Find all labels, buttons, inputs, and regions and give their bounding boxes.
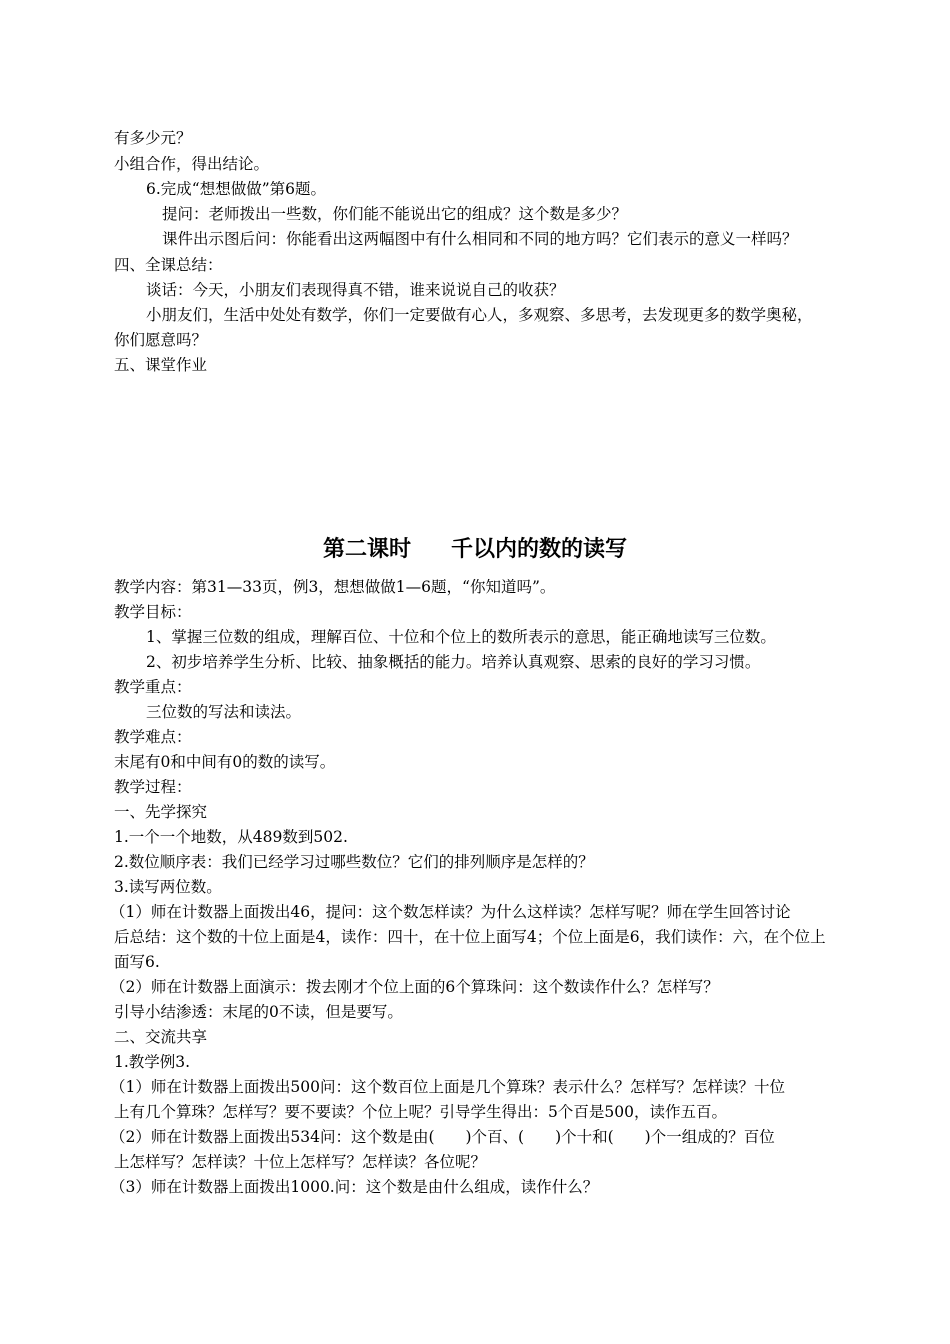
text-line: （1）师在计数器上面拨出46，提问：这个数怎样读？为什么这样读？怎样写呢？师在学生回答讨论	[110, 903, 791, 921]
text-line: 上怎样写？怎样读？十位上怎样写？怎样读？各位呢？	[114, 1153, 487, 1171]
text-line: 小组合作，得出结论。	[114, 155, 270, 173]
text-line: 2.数位顺序表：我们已经学习过哪些数位？它们的排列顺序是怎样的？	[114, 853, 594, 871]
text-line: 小朋友们，生活中处处有数学，你们一定要做有心人，多观察、多思考，去发现更多的数学奥秘，	[146, 306, 813, 324]
text-line: 后总结：这个数的十位上面是4，读作：四十，在十位上面写4；个位上面是6，我们读作：六，在个位上	[114, 928, 826, 946]
text-line: （2）师在计数器上面演示：拨去刚才个位上面的6个算珠问：这个数读作什么？怎样写？	[110, 978, 719, 996]
text-line: 6.完成“想想做做”第6题。	[146, 180, 326, 198]
text-line: 2、初步培养学生分析、比较、抽象概括的能力。培养认真观察、思索的良好的学习习惯。	[146, 653, 761, 671]
text-line: 你们愿意吗？	[114, 331, 208, 349]
text-line: 1、掌握三位数的组成，理解百位、十位和个位上的数所表示的意思，能正确地读写三位数。	[146, 628, 776, 646]
section-heading: 教学难点：	[114, 728, 192, 746]
text-line: （2）师在计数器上面拨出534问：这个数是由( )个百、( )个十和( )个一组成的？百位	[110, 1128, 775, 1146]
text-line: 谈话：今天，小朋友们表现得真不错，谁来说说自己的收获？	[146, 281, 565, 299]
text-line: 课件出示图后问：你能看出这两幅图中有什么相同和不同的地方吗？它们表示的意义一样吗？	[162, 230, 798, 248]
section-heading: 一、先学探究	[114, 803, 208, 821]
text-line: （1）师在计数器上面拨出500问：这个数百位上面是几个算珠？表示什么？怎样写？怎样读？十位	[110, 1078, 785, 1096]
text-line: 教学内容：第31—33页，例3，想想做做1—6题，“你知道吗”。	[114, 578, 556, 596]
text-line: 面写6.	[114, 953, 160, 971]
text-line: 末尾有0和中间有0的数的读写。	[114, 753, 336, 771]
text-line: 3.读写两位数。	[114, 878, 222, 896]
lesson-title-part1: 第二课时	[322, 537, 411, 562]
text-line: 三位数的写法和读法。	[146, 703, 302, 721]
section-heading: 教学过程：	[114, 778, 192, 796]
section-heading: 教学目标：	[114, 603, 192, 621]
section-heading: 二、交流共享	[114, 1028, 208, 1046]
text-line: 引导小结渗透：末尾的0不读，但是要写。	[114, 1003, 403, 1021]
section-heading: 五、课堂作业	[114, 356, 208, 374]
lesson-title	[0, 536, 950, 564]
section-heading: 教学重点：	[114, 678, 192, 696]
text-line: 1.教学例3.	[114, 1053, 191, 1071]
text-line: 有多少元？	[114, 129, 192, 147]
lesson-title-part2: 千以内的数的读写	[451, 537, 628, 562]
text-line: 提问：老师拨出一些数，你们能不能说出它的组成？这个数是多少？	[162, 205, 628, 223]
text-line: （3）师在计数器上面拨出1000.问：这个数是由什么组成，读作什么？	[110, 1178, 599, 1196]
section-heading: 四、全课总结：	[114, 256, 223, 274]
text-line: 上有几个算珠？怎样写？要不要读？个位上呢？引导学生得出：5个百是500，读作五百。	[114, 1103, 727, 1121]
text-line: 1.一个一个地数，从489数到502.	[114, 828, 348, 846]
